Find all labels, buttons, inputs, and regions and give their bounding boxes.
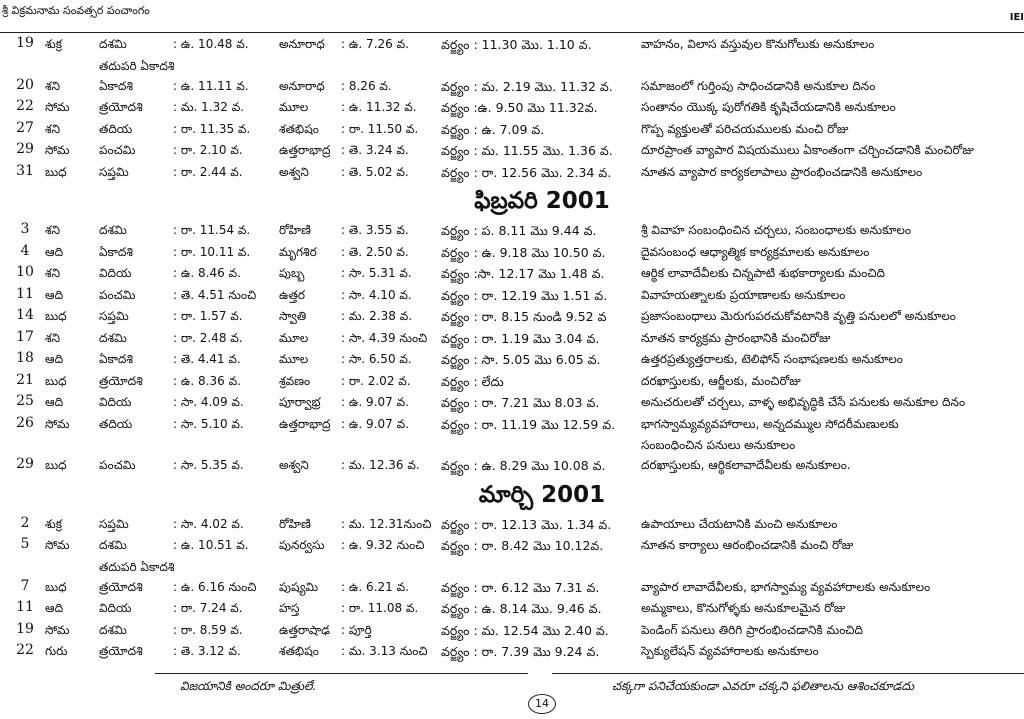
weekday: శని (45, 266, 61, 280)
tithi-time: : రా. 2.44 వ. (173, 164, 243, 179)
day-number: 11 (16, 285, 34, 302)
day-number: 14 (16, 307, 34, 323)
table-row (0, 140, 1024, 162)
day-number: 17 (16, 328, 34, 345)
table-row (0, 535, 1024, 557)
varjyam: వర్జ్యం : లేదు (441, 373, 504, 389)
nakshatra: శతభిషం (279, 644, 319, 658)
nakshatra-time: : తె. 3.55 వ. (341, 223, 409, 237)
tithi-time: : రా. 10.11 వ. (173, 244, 251, 259)
nakshatra: స్వాతి (279, 309, 307, 323)
tithi-time: : ఉ. 10.51 వ. (173, 538, 249, 552)
nakshatra-time: : తె. 3.24 వ. (341, 143, 409, 157)
nakshatra-time: : ఉ. 9.07 వ. (341, 416, 409, 431)
month-heading: మార్చి 2001 (478, 481, 606, 508)
day-number: 25 (16, 393, 34, 409)
table-row (0, 641, 1024, 663)
varjyam: వర్జ్యం : రా. 12.19 మొ 1.51 వ. (441, 287, 608, 303)
weekday: బుధ (45, 579, 67, 594)
tithi: త్రయోదశి (99, 373, 143, 388)
tithi-continuation: తదుపరి ఏకాదశి (99, 58, 175, 73)
nakshatra-time: : రా. 2.02 వ. (341, 373, 411, 388)
remark: వాహనం, విలాస వస్తువుల కొనుగోలుకు అనుకూలం (641, 37, 875, 51)
nakshatra-time: : రా. 11.50 వ. (341, 121, 419, 136)
tithi-time: : ఉ. 6.16 నుంచి (173, 579, 257, 594)
nakshatra-time: : సా. 4.39 నుంచి (341, 330, 428, 345)
weekday: ఆది (45, 244, 64, 259)
table-row (0, 285, 1024, 307)
nakshatra: పుబ్బ (279, 266, 305, 280)
remark: దరఖాస్తులకు, ఆర్జీలకు, మంచిరోజు (641, 373, 801, 388)
tithi: సప్తమి (99, 309, 129, 323)
tithi: త్రయోదశి (99, 579, 143, 594)
panchangam-table (0, 34, 1024, 663)
day-number: 22 (16, 98, 34, 114)
tithi: దశమి (99, 223, 127, 237)
varjyam: వర్జ్యం : ఉ. 8.14 మొ. 9.46 వ. (441, 601, 602, 616)
nakshatra: శతభిషం (279, 121, 319, 136)
weekday: శుక్ర (45, 516, 63, 531)
remark: నూతన కార్యక్రమ ప్రారంభానికి మంచిరోజు (641, 330, 831, 345)
weekday: గురు (45, 644, 68, 658)
table-row-continuation (0, 56, 1024, 76)
weekday: శని (45, 330, 61, 345)
remark: ఆర్థిక లావాదేవీలకు చిన్నపాటి శుభకార్యాలకు మంచిది (641, 266, 885, 280)
remark: సమాజంలో గుర్తింపు సాధించడానికి అనుకూల దినం (641, 78, 876, 93)
varjyam: వర్జ్యం : రా. 11.19 మొ 12.59 వ. (441, 416, 616, 432)
remark: నూతన కార్యాలు ఆరంభించడానికి మంచి రోజు (641, 538, 854, 552)
nakshatra-time: : మ. 12.36 వ. (341, 458, 420, 472)
remark: అనుచరులతో చర్చలు, వాళ్ళ అభివృద్ధికి చేసే పనులకు అనుకూల దినం (641, 395, 966, 409)
tithi: ఏకాదశి (99, 244, 134, 259)
weekday: సోమ (45, 416, 70, 431)
nakshatra: అనూరాధ (279, 37, 325, 51)
tithi: విదియ (99, 266, 132, 280)
varjyam: వర్జ్యం :సా. 12.17 మొ 1.48 వ. (441, 266, 605, 281)
weekday: బుధ (45, 458, 67, 472)
nakshatra-time: : ఉ. 7.26 వ. (341, 37, 409, 51)
tithi-time: : తె. 3.12 వ. (173, 644, 241, 658)
table-row (0, 514, 1024, 536)
nakshatra: ఉత్తరాషాఢ (279, 622, 331, 637)
footer-rule-right (552, 673, 1024, 674)
varjyam: వర్జ్యం : మ. 11.55 మొ. 1.36 వ. (441, 143, 613, 158)
table-row (0, 97, 1024, 119)
weekday: ఆది (45, 601, 64, 615)
nakshatra-time: : మ. 12.31నుంచి (341, 516, 432, 531)
varjyam: వర్జ్యం : రా. 8.15 నుండి 9.52 వ (441, 309, 607, 324)
nakshatra: రోహిణి (279, 223, 311, 237)
day-number: 29 (16, 141, 34, 157)
remark: భాగస్వామ్యవ్యవహారాలు, అన్నదమ్ముల సోదరీమణులకు (641, 416, 899, 431)
nakshatra: ఉత్తరాభాద్ర (279, 143, 331, 157)
tithi-time: : సా. 4.09 వ. (173, 395, 244, 409)
weekday: శని (45, 78, 61, 93)
day-number: 19 (16, 35, 34, 51)
day-number: 3 (20, 221, 30, 237)
varjyam: వర్జ్యం : రా. 8.42 మొ 10.12వ. (441, 538, 604, 553)
tithi-time: : ఉ. 11.11 వ. (173, 78, 249, 93)
nakshatra: హస్త (279, 601, 300, 615)
day-number: 20 (16, 76, 34, 93)
tithi: విదియ (99, 601, 132, 615)
table-row (0, 577, 1024, 599)
tithi: పంచమి (99, 458, 136, 472)
month-heading: ఫిబ్రవరి 2001 (474, 188, 610, 214)
table-row (0, 455, 1024, 477)
weekday: శని (45, 223, 61, 237)
weekday: బుధ (45, 373, 67, 388)
weekday: సోమ (45, 622, 70, 637)
nakshatra-time: : సా. 6.50 వ. (341, 352, 412, 366)
tithi: దశమి (99, 37, 127, 51)
weekday: సోమ (45, 143, 70, 157)
table-row (0, 620, 1024, 642)
varjyam: వర్జ్యం : ఉ. 8.29 మొ 10.08 వ. (441, 458, 606, 473)
page-header (0, 0, 1024, 34)
remark: దైవసంబంధ ఆధ్యాత్మిక కార్యక్రమాలకు అనుకూలం (641, 244, 870, 259)
varjyam: వర్జ్యం : మ. 2.19 మొ. 11.32 వ. (441, 78, 613, 94)
varjyam: వర్జ్యం : ఉ. 9.18 మొ 10.50 వ. (441, 244, 606, 260)
remark: ఉపాయాలు చేయటానికి మంచి అనుకూలం (641, 516, 838, 531)
tithi: పంచమి (99, 287, 136, 302)
remark: సంతానం యొక్క పురోగతికి కృషిచేయడానికి అనుకూలం (641, 100, 896, 114)
day-number: 18 (16, 350, 34, 366)
day-number: 31 (16, 162, 34, 179)
weekday: ఆది (45, 352, 64, 366)
table-row (0, 306, 1024, 328)
footer-rule-left (155, 673, 528, 674)
nakshatra: పునర్వసు (279, 538, 325, 552)
table-row (0, 371, 1024, 393)
day-number: 10 (16, 264, 34, 280)
tithi: విదియ (99, 395, 132, 409)
nakshatra-time: : మ. 3.13 నుంచి (341, 644, 428, 658)
nakshatra-time: : సా. 4.10 వ. (341, 287, 412, 302)
nakshatra: ఉత్తరాభాద్ర (279, 416, 331, 431)
varjyam: వర్జ్యం : ఉ. 7.09 వ. (441, 121, 545, 137)
table-row (0, 328, 1024, 350)
varjyam: వర్జ్యం : మ. 12.54 మొ 2.40 వ. (441, 622, 609, 638)
remark: ప్రజాసంబంధాలు మెరుగుపరచుకోవటానికి వృత్తి పనులలో అనుకూలం (641, 309, 956, 323)
nakshatra-time: : తె. 5.02 వ. (341, 164, 409, 179)
day-number: 11 (16, 599, 34, 615)
tithi-time: : రా. 11.35 వ. (173, 121, 251, 136)
day-number: 21 (16, 371, 34, 388)
page-footer (0, 672, 1024, 719)
tithi-time: : ఉ. 10.48 వ. (173, 37, 249, 51)
tithi-time: : రా. 11.54 వ. (173, 223, 251, 237)
tithi-time: : సా. 5.35 వ. (173, 458, 244, 472)
day-number: 2 (20, 514, 30, 531)
tithi: ఏకాదశి (99, 78, 134, 93)
table-row (0, 76, 1024, 98)
table-row-continuation (0, 435, 1024, 455)
remark: వివాహయత్నాలకు ప్రయాణాలకు అనుకూలం (641, 287, 846, 302)
varjyam: వర్జ్యం : 11.30 మొ. 1.10 వ. (441, 37, 592, 52)
weekday: శని (45, 121, 61, 136)
varjyam: వర్జ్యం :ఉ. 9.50 మొ 11.32వ. (441, 100, 598, 115)
varjyam: వర్జ్యం : రా. 1.19 మొ 3.04 వ. (441, 330, 600, 346)
weekday: సోమ (45, 538, 70, 552)
tithi: తదియ (99, 416, 133, 431)
remark: నూతన వ్యాపార కార్యకలాపాలు ప్రారంభించడానికి అనుకూలం (641, 164, 923, 179)
table-row (0, 263, 1024, 285)
table-row (0, 349, 1024, 371)
day-number: 29 (16, 456, 34, 472)
remark: పెండింగ్ పనులు తిరిగి ప్రారంభించడానికి మంచిది (641, 622, 863, 637)
nakshatra: అశ్వని (279, 458, 309, 472)
nakshatra-time: : ఉ. 11.32 వ. (341, 100, 417, 114)
header-rule (0, 32, 1024, 33)
tithi: తదియ (99, 121, 133, 136)
remark: దరఖాస్తులకు, ఆర్థికలావాదేవీలకు అనుకూలం. (641, 458, 851, 472)
nakshatra-time: : 8.26 వ. (341, 78, 392, 93)
nakshatra: మూల (279, 100, 309, 114)
varjyam: వర్జ్యం : రా. 12.56 మొ. 2.34 వ. (441, 164, 612, 180)
nakshatra: రోహిణి (279, 516, 311, 531)
nakshatra-time: : రా. 11.08 వ. (341, 601, 419, 615)
weekday: సోమ (45, 100, 70, 114)
tithi: పంచమి (99, 143, 136, 157)
nakshatra: శ్రవణం (279, 373, 311, 388)
tithi-time: : రా. 1.57 వ. (173, 309, 243, 323)
tithi: దశమి (99, 622, 127, 637)
tithi-time: : రా. 7.24 వ. (173, 601, 243, 615)
remark: గొప్ప వ్యక్తులతో పరిచయములకు మంచి రోజు (641, 121, 849, 136)
remark: దూరప్రాంత వ్యాపార విషయములు ఏకాంతంగా చర్చించడానికి మంచిరోజు (641, 143, 974, 157)
tithi-time: : రా. 2.10 వ. (173, 143, 243, 157)
tithi-time: : రా. 2.48 వ. (173, 330, 243, 345)
tithi: ఏకాదశి (99, 352, 134, 366)
header-edge-mark: IEI (1009, 12, 1024, 23)
page-number: 14 (528, 694, 556, 714)
remark: ఉత్తరప్రత్యుత్తరాలకు, టెలిఫోన్ సంభాషణలకు అనుకూలం (641, 352, 903, 366)
nakshatra: అనూరాధ (279, 78, 325, 93)
nakshatra: మూల (279, 352, 309, 366)
nakshatra: పుష్యమి (279, 579, 319, 594)
tithi-time: : ఉ. 8.46 వ. (173, 266, 241, 280)
day-number: 19 (16, 620, 34, 637)
tithi-time: : తె. 4.41 వ. (173, 352, 241, 366)
day-number: 5 (20, 536, 30, 552)
header-title: శ్రీ విక్రమనామ సంవత్సర పంచాంగం (2, 4, 150, 17)
weekday: ఆది (45, 395, 64, 409)
footer-quote-right: చక్కగా పనిచేయకుండా ఎవరూ చక్కని ఫలితాలను ఆశించకూడదు (612, 679, 915, 693)
tithi-time: : రా. 8.59 వ. (173, 622, 243, 637)
weekday: ఆది (45, 287, 64, 302)
weekday: శుక్ర (45, 37, 63, 51)
weekday: బుధ (45, 309, 67, 323)
nakshatra-time: : మ. 2.38 వ. (341, 309, 413, 323)
nakshatra: పూర్వాభ్ర (279, 395, 321, 409)
varjyam: వర్జ్యం : ప. 8.11 మొ 9.44 వ. (441, 223, 597, 238)
table-row (0, 220, 1024, 242)
remark: స్పెక్యులేషన్ వ్యవహారాలకు అనుకూలం (641, 644, 819, 658)
varjyam: వర్జ్యం : సా. 5.05 మొ 6.05 వ. (441, 352, 601, 367)
table-row (0, 162, 1024, 184)
nakshatra: మూల (279, 330, 309, 345)
tithi: త్రయోదశి (99, 644, 143, 658)
tithi-time: : సా. 5.10 వ. (173, 416, 244, 431)
footer-quote-left: విజయానికి అందరూ మిత్రులే. (180, 679, 317, 693)
nakshatra-time: : పూర్తి (341, 622, 372, 637)
nakshatra-time: : ఉ. 9.32 నుంచి (341, 538, 425, 552)
table-row (0, 119, 1024, 141)
varjyam: వర్జ్యం : రా. 6.12 మొ 7.31 వ. (441, 579, 600, 595)
tithi-continuation: తదుపరి ఏకాదశి (99, 559, 175, 574)
tithi-time: : తె. 4.51 నుంచి (173, 287, 257, 302)
nakshatra-time: : ఉ. 6.21 వ. (341, 579, 409, 594)
table-row (0, 414, 1024, 436)
nakshatra-time: : ఉ. 9.07 వ. (341, 395, 409, 409)
day-number: 4 (20, 242, 30, 259)
nakshatra-time: : సా. 5.31 వ. (341, 266, 412, 280)
tithi: దశమి (99, 538, 127, 552)
tithi-time: : సా. 4.02 వ. (173, 516, 244, 531)
nakshatra: ఉత్తర (279, 287, 306, 302)
day-number: 26 (16, 414, 34, 431)
remark: అమ్మకాలు, కొనుగోళ్ళకు అనుకూలమైన రోజు (641, 601, 846, 615)
nakshatra: అశ్వని (279, 164, 309, 179)
tithi: త్రయోదశి (99, 100, 143, 114)
day-number: 7 (20, 577, 30, 594)
nakshatra: మృగశిర (279, 244, 317, 259)
varjyam: వర్జ్యం : రా. 7.39 మొ 9.24 వ. (441, 644, 600, 659)
remark: వ్యాపార లావాదేవీలకు, భాగస్వామ్య వ్యవహారాలకు అనుకూలం (641, 579, 931, 594)
remark: శ్రీ వివాహ సంబంధించిన చర్చలు, సంబంధాలకు అనుకూలం (641, 223, 911, 237)
day-number: 27 (16, 119, 34, 136)
remark-continuation: సంబంధించిన పనులు అనుకూలం (641, 438, 796, 452)
table-row-continuation (0, 557, 1024, 577)
day-number: 22 (16, 642, 34, 658)
table-row (0, 242, 1024, 264)
varjyam: వర్జ్యం : రా. 7.21 మొ 8.03 వ. (441, 395, 600, 410)
tithi: సప్తమి (99, 164, 129, 179)
nakshatra-time: : తె. 2.50 వ. (341, 244, 409, 259)
tithi-time: : మ. 1.32 వ. (173, 100, 245, 114)
table-row (0, 392, 1024, 414)
tithi-time: : ఉ. 8.36 వ. (173, 373, 241, 388)
tithi: దశమి (99, 330, 127, 345)
table-row (0, 598, 1024, 620)
table-row (0, 34, 1024, 56)
weekday: బుధ (45, 164, 67, 179)
varjyam: వర్జ్యం : రా. 12.13 మొ. 1.34 వ. (441, 516, 612, 532)
tithi: సప్తమి (99, 516, 129, 531)
